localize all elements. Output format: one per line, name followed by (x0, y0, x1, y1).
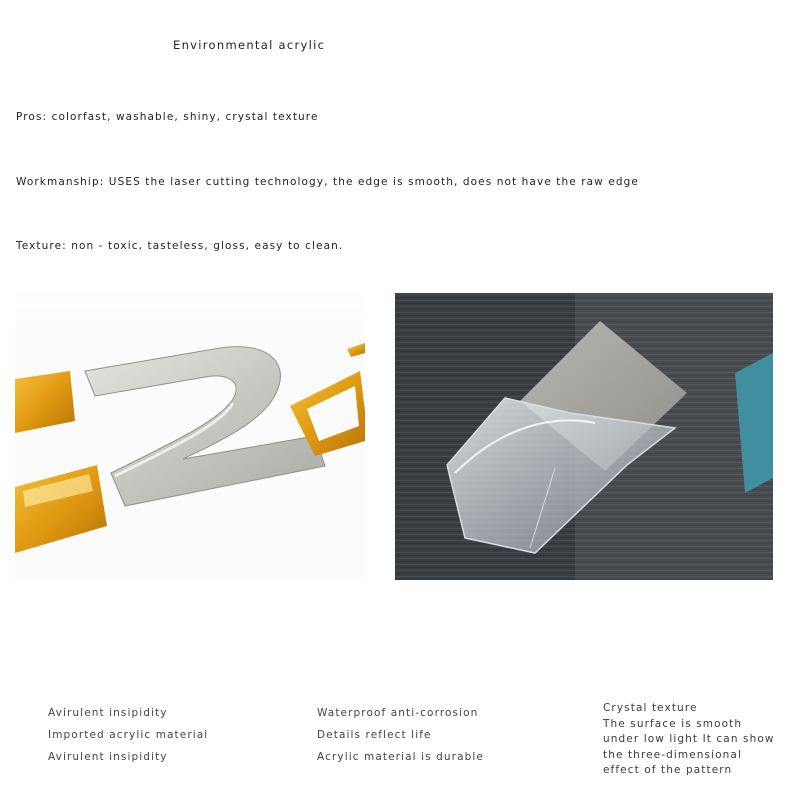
feature-item: Acrylic material is durable (317, 751, 484, 763)
acrylic-sheet-illustration (395, 293, 773, 580)
feature-line: The surface is smooth (603, 717, 743, 730)
feature-item: Waterproof anti-corrosion (317, 707, 479, 719)
feature-item: Avirulent insipidity (48, 707, 168, 719)
feature-item: Imported acrylic material (48, 729, 209, 741)
feature-column-3 (603, 701, 775, 779)
acrylic-sheet-photo (395, 293, 773, 580)
feature-title: Crystal texture (603, 702, 698, 714)
feature-line: the three-dimensional (603, 748, 742, 761)
page-title: Environmental acrylic (173, 38, 326, 52)
texture-text: Texture: non - toxic, tasteless, gloss, easy to clean. (16, 240, 344, 252)
mirror-acrylic-illustration (15, 291, 365, 580)
mirror-acrylic-photo (15, 291, 365, 580)
feature-column-2 (317, 702, 484, 768)
pros-text: Pros: colorfast, washable, shiny, crystal texture (16, 111, 319, 123)
feature-column-1 (48, 702, 208, 768)
feature-item: Details reflect life (317, 729, 432, 741)
feature-item: Avirulent insipidity (48, 751, 168, 763)
workmanship-text: Workmanship: USES the laser cutting technology, the edge is smooth, does not have the raw edge (16, 176, 639, 188)
feature-line: under low light It can show (603, 733, 775, 745)
feature-line: effect of the pattern (603, 764, 733, 776)
